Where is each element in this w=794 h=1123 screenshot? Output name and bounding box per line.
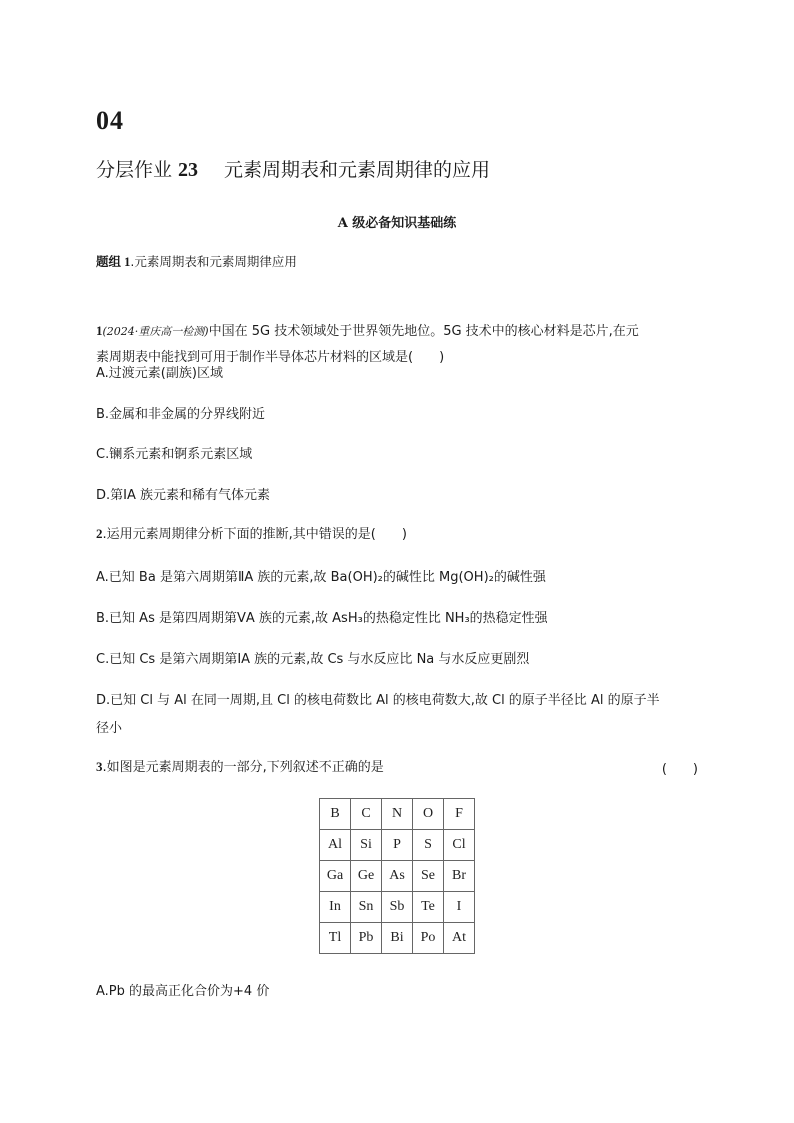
question-3-text: .如图是元素周期表的一部分,下列叙述不正确的是 [102,760,384,775]
periodic-table-row [320,799,475,830]
question-1-text-1: 中国在 5G 技术领域处于世界领先地位。5G 技术中的核心材料是芯片,在元 [208,324,639,339]
group-text: .元素周期表和元素周期律应用 [130,254,297,269]
question-2-option-d-continued: 径小 [96,721,123,736]
periodic-table-fragment [319,798,475,954]
element-cell: Tl [320,923,351,954]
element-cell: P [382,830,413,861]
question-1-option-a: A.过渡元素(副族)区域 [96,366,223,381]
element-cell: Bi [382,923,413,954]
element-cell: As [382,861,413,892]
periodic-table-row [320,830,475,861]
question-3-option-a: A.Pb 的最高正化合价为+4 价 [96,984,270,999]
periodic-table-row [320,861,475,892]
page-title [96,155,490,182]
chapter-number: 04 [96,106,124,135]
element-cell: Cl [444,830,475,861]
element-cell: At [444,923,475,954]
question-1-option-c: C.镧系元素和锕系元素区域 [96,447,253,462]
question-2-number: 2 [96,526,103,541]
element-cell: Ga [320,861,351,892]
element-cell: N [382,799,413,830]
element-cell: I [444,892,475,923]
periodic-table-row [320,923,475,954]
element-cell: In [320,892,351,923]
question-1-option-b: B.金属和非金属的分界线附近 [96,407,266,422]
element-cell: B [320,799,351,830]
element-cell: Br [444,861,475,892]
group-label: 题组 1 [96,255,131,269]
element-cell: Si [351,830,382,861]
element-cell: Al [320,830,351,861]
question-1-source: (2024·重庆高一检测) [102,325,209,338]
question-1-line-1 [96,318,639,345]
title-number: 23 [178,159,199,181]
question-3-stem [96,754,384,781]
element-cell: Sn [351,892,382,923]
element-cell: Po [413,923,444,954]
question-3-number: 3 [96,759,103,774]
question-1-line-2: 素周期表中能找到可用于制作半导体芯片材料的区域是( ) [96,350,445,365]
title-text: 元素周期表和元素周期律的应用 [224,159,491,181]
element-cell: F [444,799,475,830]
periodic-table-row [320,892,475,923]
title-prefix: 分层作业 [96,159,173,181]
element-cell: Te [413,892,444,923]
element-cell: O [413,799,444,830]
question-3-answer-paren: ( ) [661,762,698,777]
element-cell: Pb [351,923,382,954]
section-level-heading: A 级必备知识基础练 [337,216,457,231]
element-cell: Se [413,861,444,892]
question-2-option-b: B.已知 As 是第四周期第ⅤA 族的元素,故 AsH₃的热稳定性比 NH₃的热稳定性强 [96,611,548,626]
question-1-number: 1 [96,323,103,338]
question-2-option-a: A.已知 Ba 是第六周期第ⅡA 族的元素,故 Ba(OH)₂的碱性比 Mg(OH)₂的碱性强 [96,570,546,585]
element-cell: C [351,799,382,830]
question-2-stem [96,521,407,548]
question-1-option-d: D.第ⅠA 族元素和稀有气体元素 [96,488,271,503]
element-cell: Ge [351,861,382,892]
question-2-option-d: D.已知 Cl 与 Al 在同一周期,且 Cl 的核电荷数比 Al 的核电荷数大,故 Cl 的原子半径比 Al 的原子半 [96,693,660,708]
question-2-text: .运用元素周期律分析下面的推断,其中错误的是( ) [102,527,407,542]
element-cell: Sb [382,892,413,923]
question-2-option-c: C.已知 Cs 是第六周期第ⅠA 族的元素,故 Cs 与水反应比 Na 与水反应更剧烈 [96,652,530,667]
element-cell: S [413,830,444,861]
question-group-heading [96,252,297,270]
